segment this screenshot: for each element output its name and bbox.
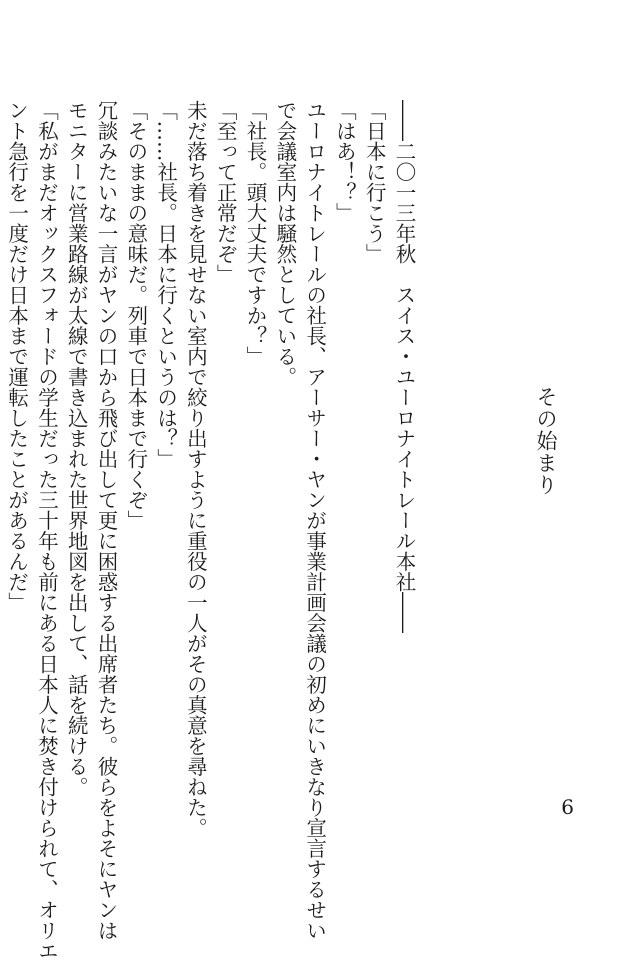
body-line-9: 「……社長。日本に行くというのは？」 xyxy=(153,100,178,469)
body-line-7: 「至って正常だぞ」 xyxy=(213,100,238,285)
page-number: 6 xyxy=(561,795,574,819)
body-line-4: ユーロナイトレールの社長、アーサー・ヤンが事業計画会議の初めにいきなり宣言するせい xyxy=(302,100,327,941)
chapter-title: その始まり xyxy=(534,386,558,496)
body-line-11: 冗談みたいな一言がヤンの口から飛び出して更に困惑する出席者たち。彼らをよそにヤンは xyxy=(94,100,119,941)
body-line-5: で会議室内は騒然としている。 xyxy=(272,100,297,387)
body-line-15 xyxy=(0,100,1,800)
body-line-14: ント急行を一度だけ日本まで運転したことがあるんだ」 xyxy=(4,100,29,613)
body-line-6: 「社長。頭大丈夫ですか？」 xyxy=(243,100,268,367)
body-line-3: 「はあ！？」 xyxy=(332,100,357,223)
body-line-2: 「日本に行こう」 xyxy=(362,100,387,264)
body-line-12: モニターに営業路線が太線で書き込まれた世界地図を出して、話を続ける。 xyxy=(64,100,89,797)
body-line-10: 「そのままの意味だ。列車で日本まで行くぞ」 xyxy=(123,100,148,531)
body-line-13: 「私がまだオックスフォードの学生だった三十年も前にある日本人に焚き付けられて、オリエ xyxy=(34,100,59,961)
body-line-1: ――二〇一三年秋 スイス・ユーロナイトレール本社―― xyxy=(392,100,416,633)
body-line-8: 未だ落ち着きを見せない室内で絞り出すように重役の一人がその真意を尋ねた。 xyxy=(183,100,208,838)
body-text xyxy=(4,100,418,961)
